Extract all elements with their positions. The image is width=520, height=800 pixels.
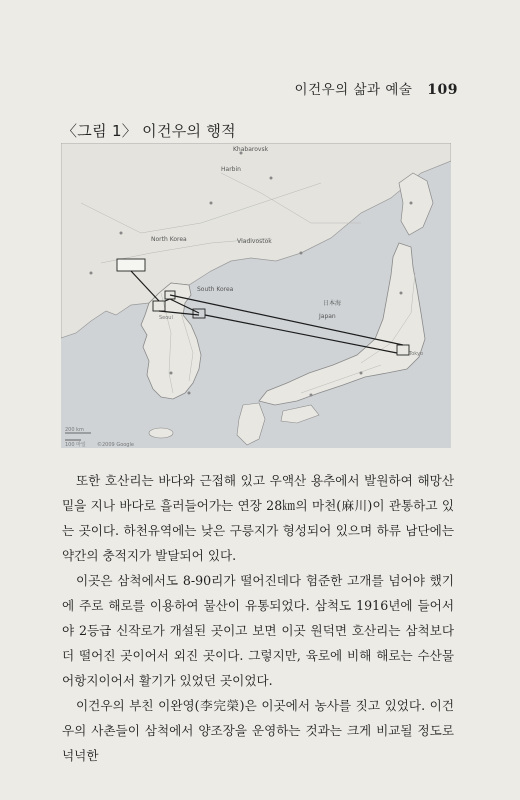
- running-header: [295, 78, 458, 98]
- map-label-seoul: Seoul: [159, 315, 173, 321]
- page-number: 109: [427, 82, 458, 98]
- marker-box-1: [117, 259, 145, 271]
- body-text: [62, 468, 454, 768]
- figure-caption: 〈그림 1〉 이건우의 행적: [62, 122, 236, 140]
- map-label-vladivostok: Vladivostok: [237, 238, 272, 245]
- paragraph-3: 이건우의 부친 이완영(李完榮)은 이곳에서 농사를 짓고 있었다. 이건우의 사촌들이 삼척에서 양조장을 운영하는 것과는 크게 비교될 정도로 넉넉한: [62, 698, 454, 763]
- map-label-sea-of-japan: 日本海: [323, 300, 342, 307]
- running-title: 이건우의 삶과 예술: [294, 82, 413, 98]
- map-label-japan: Japan: [319, 313, 336, 320]
- figure-map: [61, 143, 451, 448]
- map-label-north-korea: North Korea: [151, 236, 187, 243]
- paragraph-2: 이곳은 삼척에서도 8-90리가 떨어진데다 험준한 고개를 넘어야 했기에 주로 해로를 이용하여 물산이 유통되었다. 삼척도 1916년에 들어서야 2등급 신작로가 개설된 곳이고 보면 이곳 원덕면 호산리는 삼척보다 더 떨어진 곳이어서 외진 곳이다. 그렇지만, 육로에 비해 해로는 수산물 어항지이어서 활기가 있었던 곳이었다.: [62, 573, 454, 688]
- map-label-khabarovsk: Khabarovsk: [233, 146, 269, 153]
- paragraph-1: 또한 호산리는 바다와 근접해 있고 우액산 용추에서 발원하여 해망산 밑을 지나 바다로 흘러들어가는 연장 28㎞의 마천(麻川)이 관통하고 있는 곳이다. 하천유역에는 낮은 구릉지가 형성되어 있으며 하류 남단에는 약간의 충적지가 발달되어 있다.: [62, 473, 454, 563]
- map-label-harbin: Harbin: [221, 166, 241, 173]
- scale-mi: 100 마일: [65, 442, 86, 448]
- map-copyright: ©2009 Google: [97, 442, 134, 448]
- map-label-tokyo: Tokyo: [409, 351, 423, 357]
- scale-km: 200 km: [65, 427, 84, 433]
- map-label-south-korea: South Korea: [197, 286, 234, 293]
- map-image: [61, 143, 451, 448]
